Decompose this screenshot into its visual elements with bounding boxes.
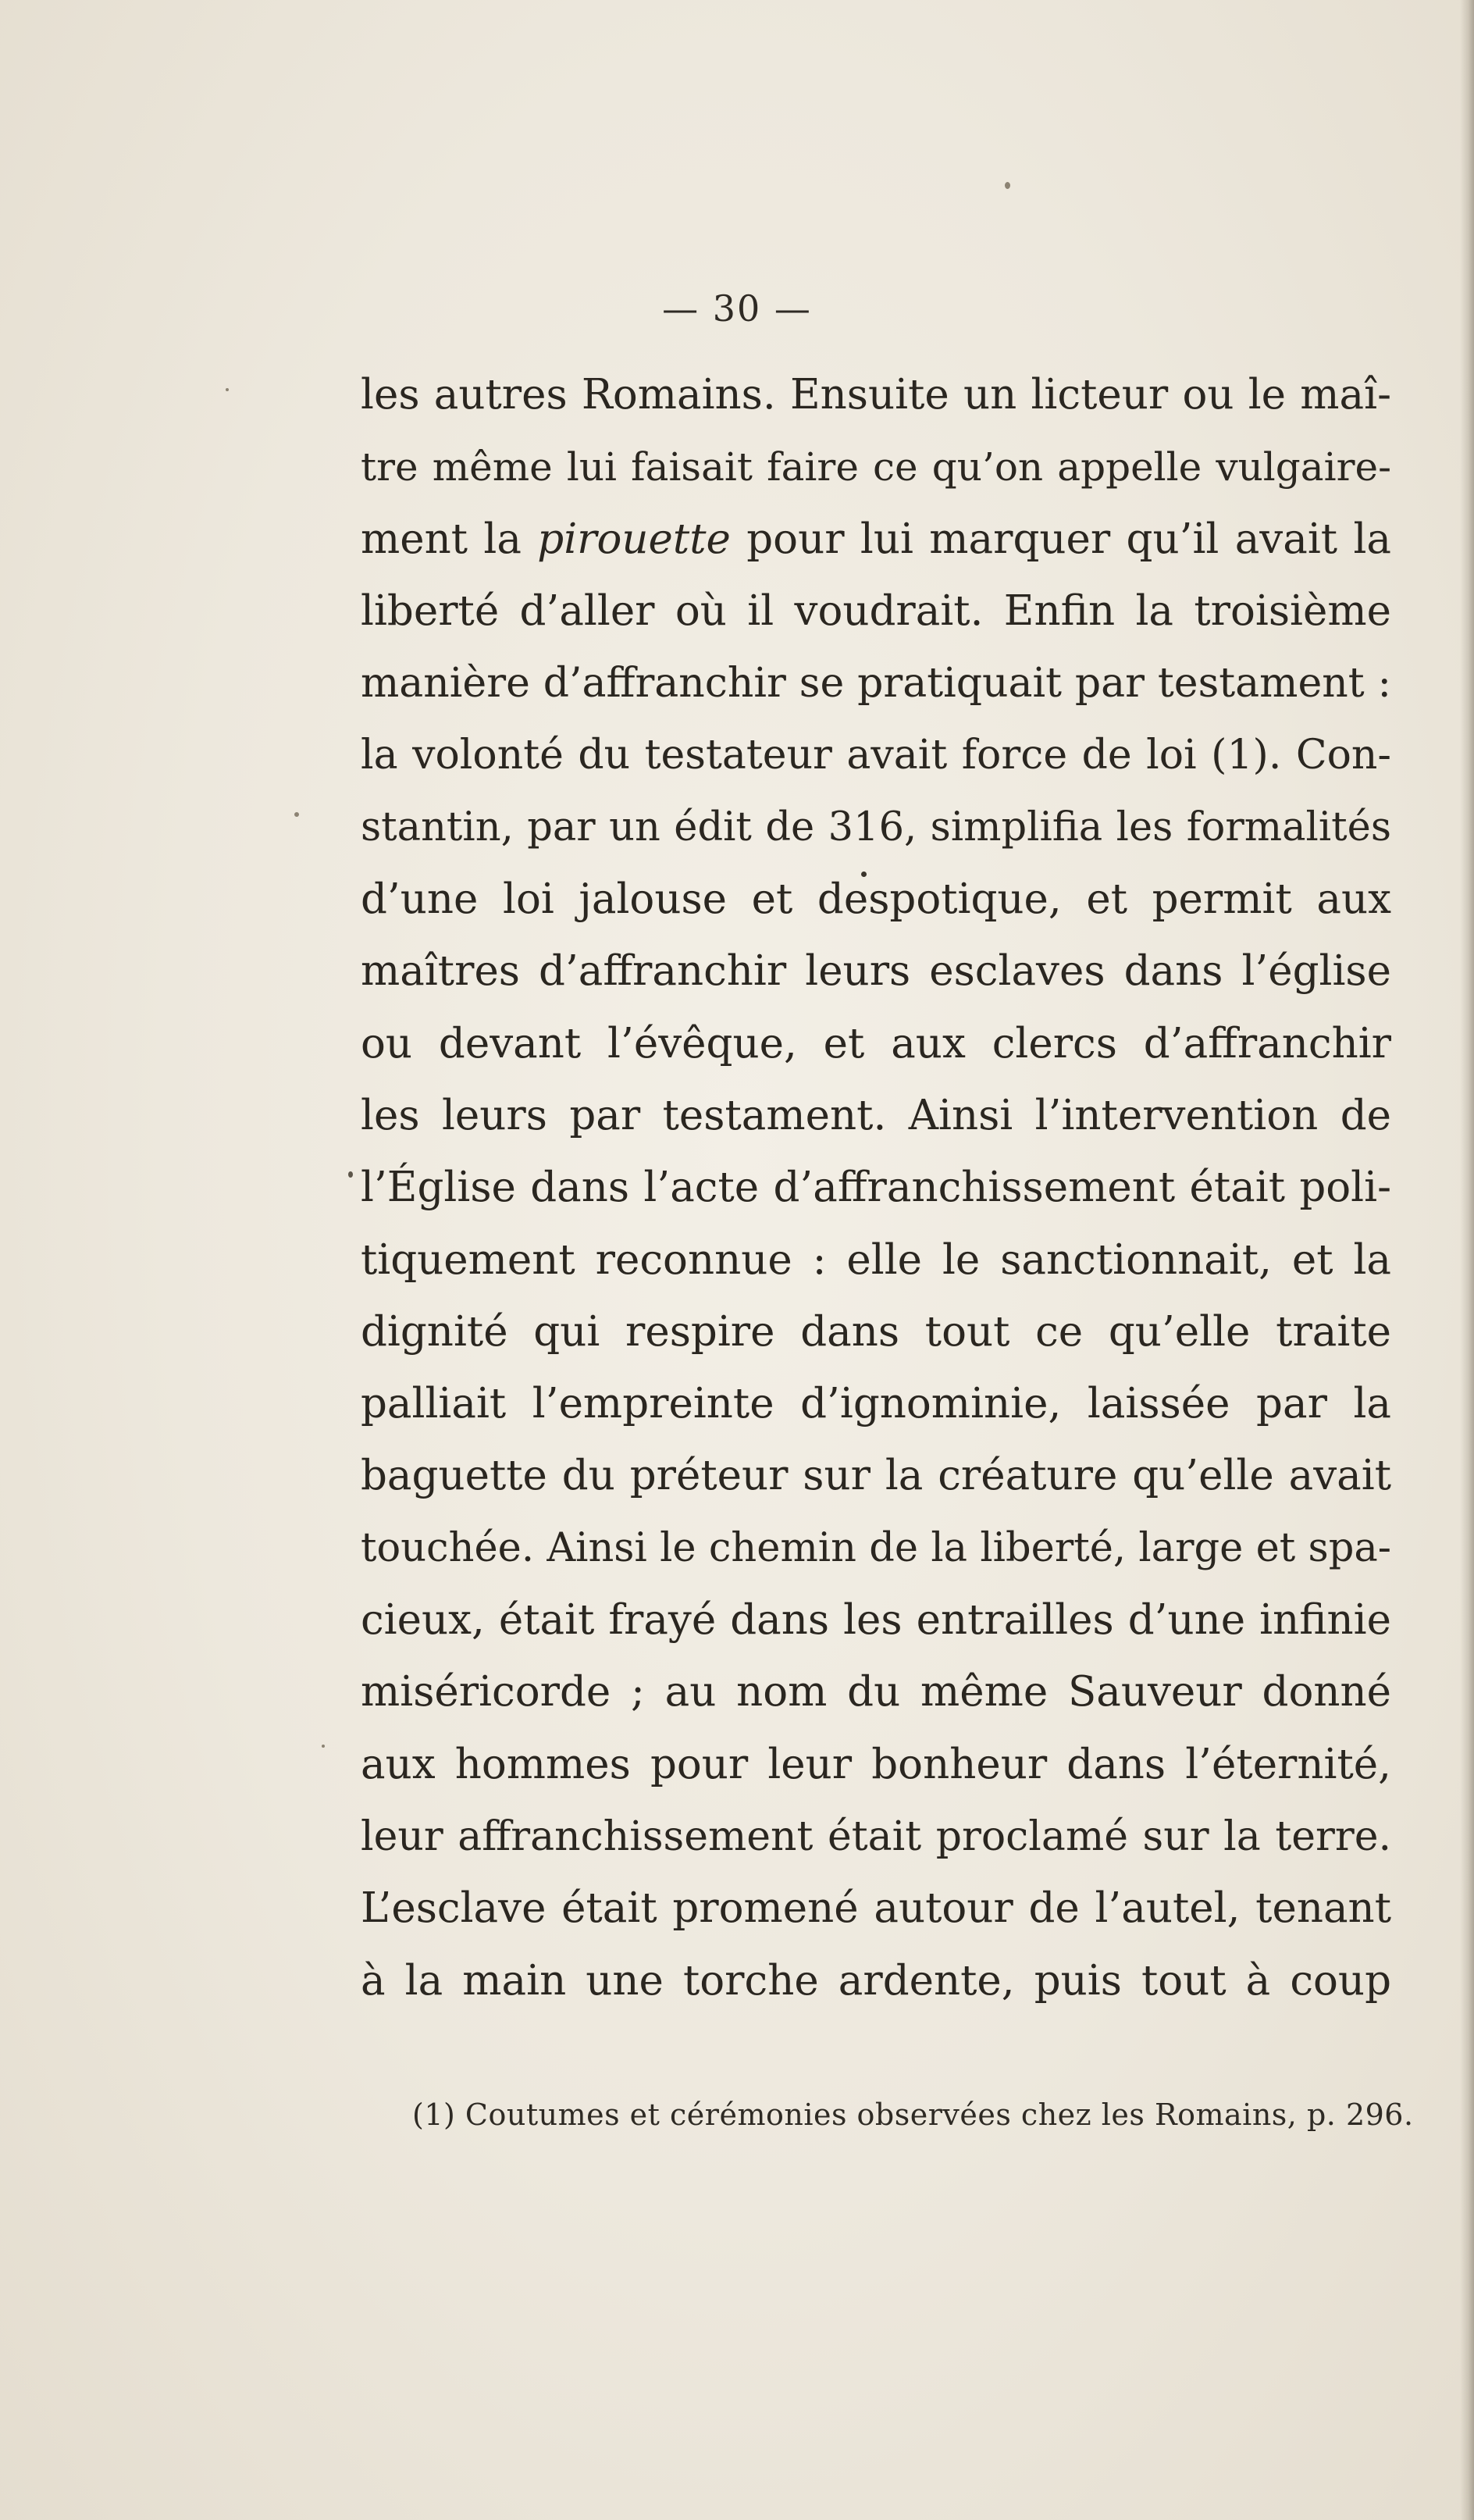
text-line: l’Église dans l’acte d’affranchissement était poli- (361, 1164, 1391, 1212)
text-line: dignité qui respire dans tout ce qu’elle traite (361, 1307, 1391, 1356)
text-line: maîtres d’affranchir leurs esclaves dans l’église (361, 947, 1391, 996)
text-line: les autres Romains. Ensuite un licteur ou le maî- (361, 371, 1391, 419)
text-line: liberté d’aller où il voudrait. Enfin la troisième (361, 586, 1391, 635)
italic-word: pirouette (537, 515, 731, 563)
paper-speck (226, 388, 229, 391)
text-line: ment la pirouette pour lui marquer qu’il avait la (361, 515, 1391, 563)
paper-speck (322, 1745, 325, 1748)
text-line: la volonté du testateur avait force de loi (1). Con- (361, 732, 1391, 779)
text-line: tre même lui faisait faire ce qu’on appelle vulgaire- (361, 444, 1391, 490)
text-line: baguette du préteur sur la créature qu’elle avait (361, 1452, 1391, 1500)
text-line: stantin, par un édit de 316, simplifia les formalités (361, 804, 1391, 850)
body-text (361, 364, 1391, 2022)
text-line: L’esclave était promené autour de l’autel, tenant (361, 1884, 1391, 1933)
page-number: — 30 — (662, 287, 812, 330)
paper-speck (1005, 182, 1010, 189)
paper-speck (294, 812, 299, 817)
text-line: ou devant l’évêque, et aux clercs d’affranchir (361, 1019, 1391, 1068)
page-binding-shadow (1460, 0, 1474, 2520)
text-line: manière d’affranchir se pratiquait par testament : (361, 660, 1391, 708)
text-line: à la main une torche ardente, puis tout à coup (361, 1956, 1391, 2005)
text-line: aux hommes pour leur bonheur dans l’éternité, (361, 1740, 1391, 1788)
text-line: les leurs par testament. Ainsi l’intervention de (361, 1091, 1391, 1139)
text-line: palliait l’empreinte d’ignominie, laissée par la (361, 1380, 1391, 1428)
footnote: (1) Coutumes et cérémonies observées chez les Romains, p. 296. (412, 2098, 1414, 2132)
text-line: miséricorde ; au nom du même Sauveur donné (361, 1668, 1391, 1716)
text-line: touchée. Ainsi le chemin de la liberté, large et spa- (361, 1524, 1391, 1571)
paper-speck (348, 1171, 353, 1178)
text-line: leur affranchissement était proclamé sur la terre. (361, 1812, 1391, 1860)
text-line: tiquement reconnue : elle le sanctionnait, et la (361, 1235, 1391, 1284)
text-line: d’une loi jalouse et despotique, et permit aux (361, 875, 1391, 924)
text-line: cieux, était frayé dans les entrailles d’une infinie (361, 1596, 1391, 1645)
